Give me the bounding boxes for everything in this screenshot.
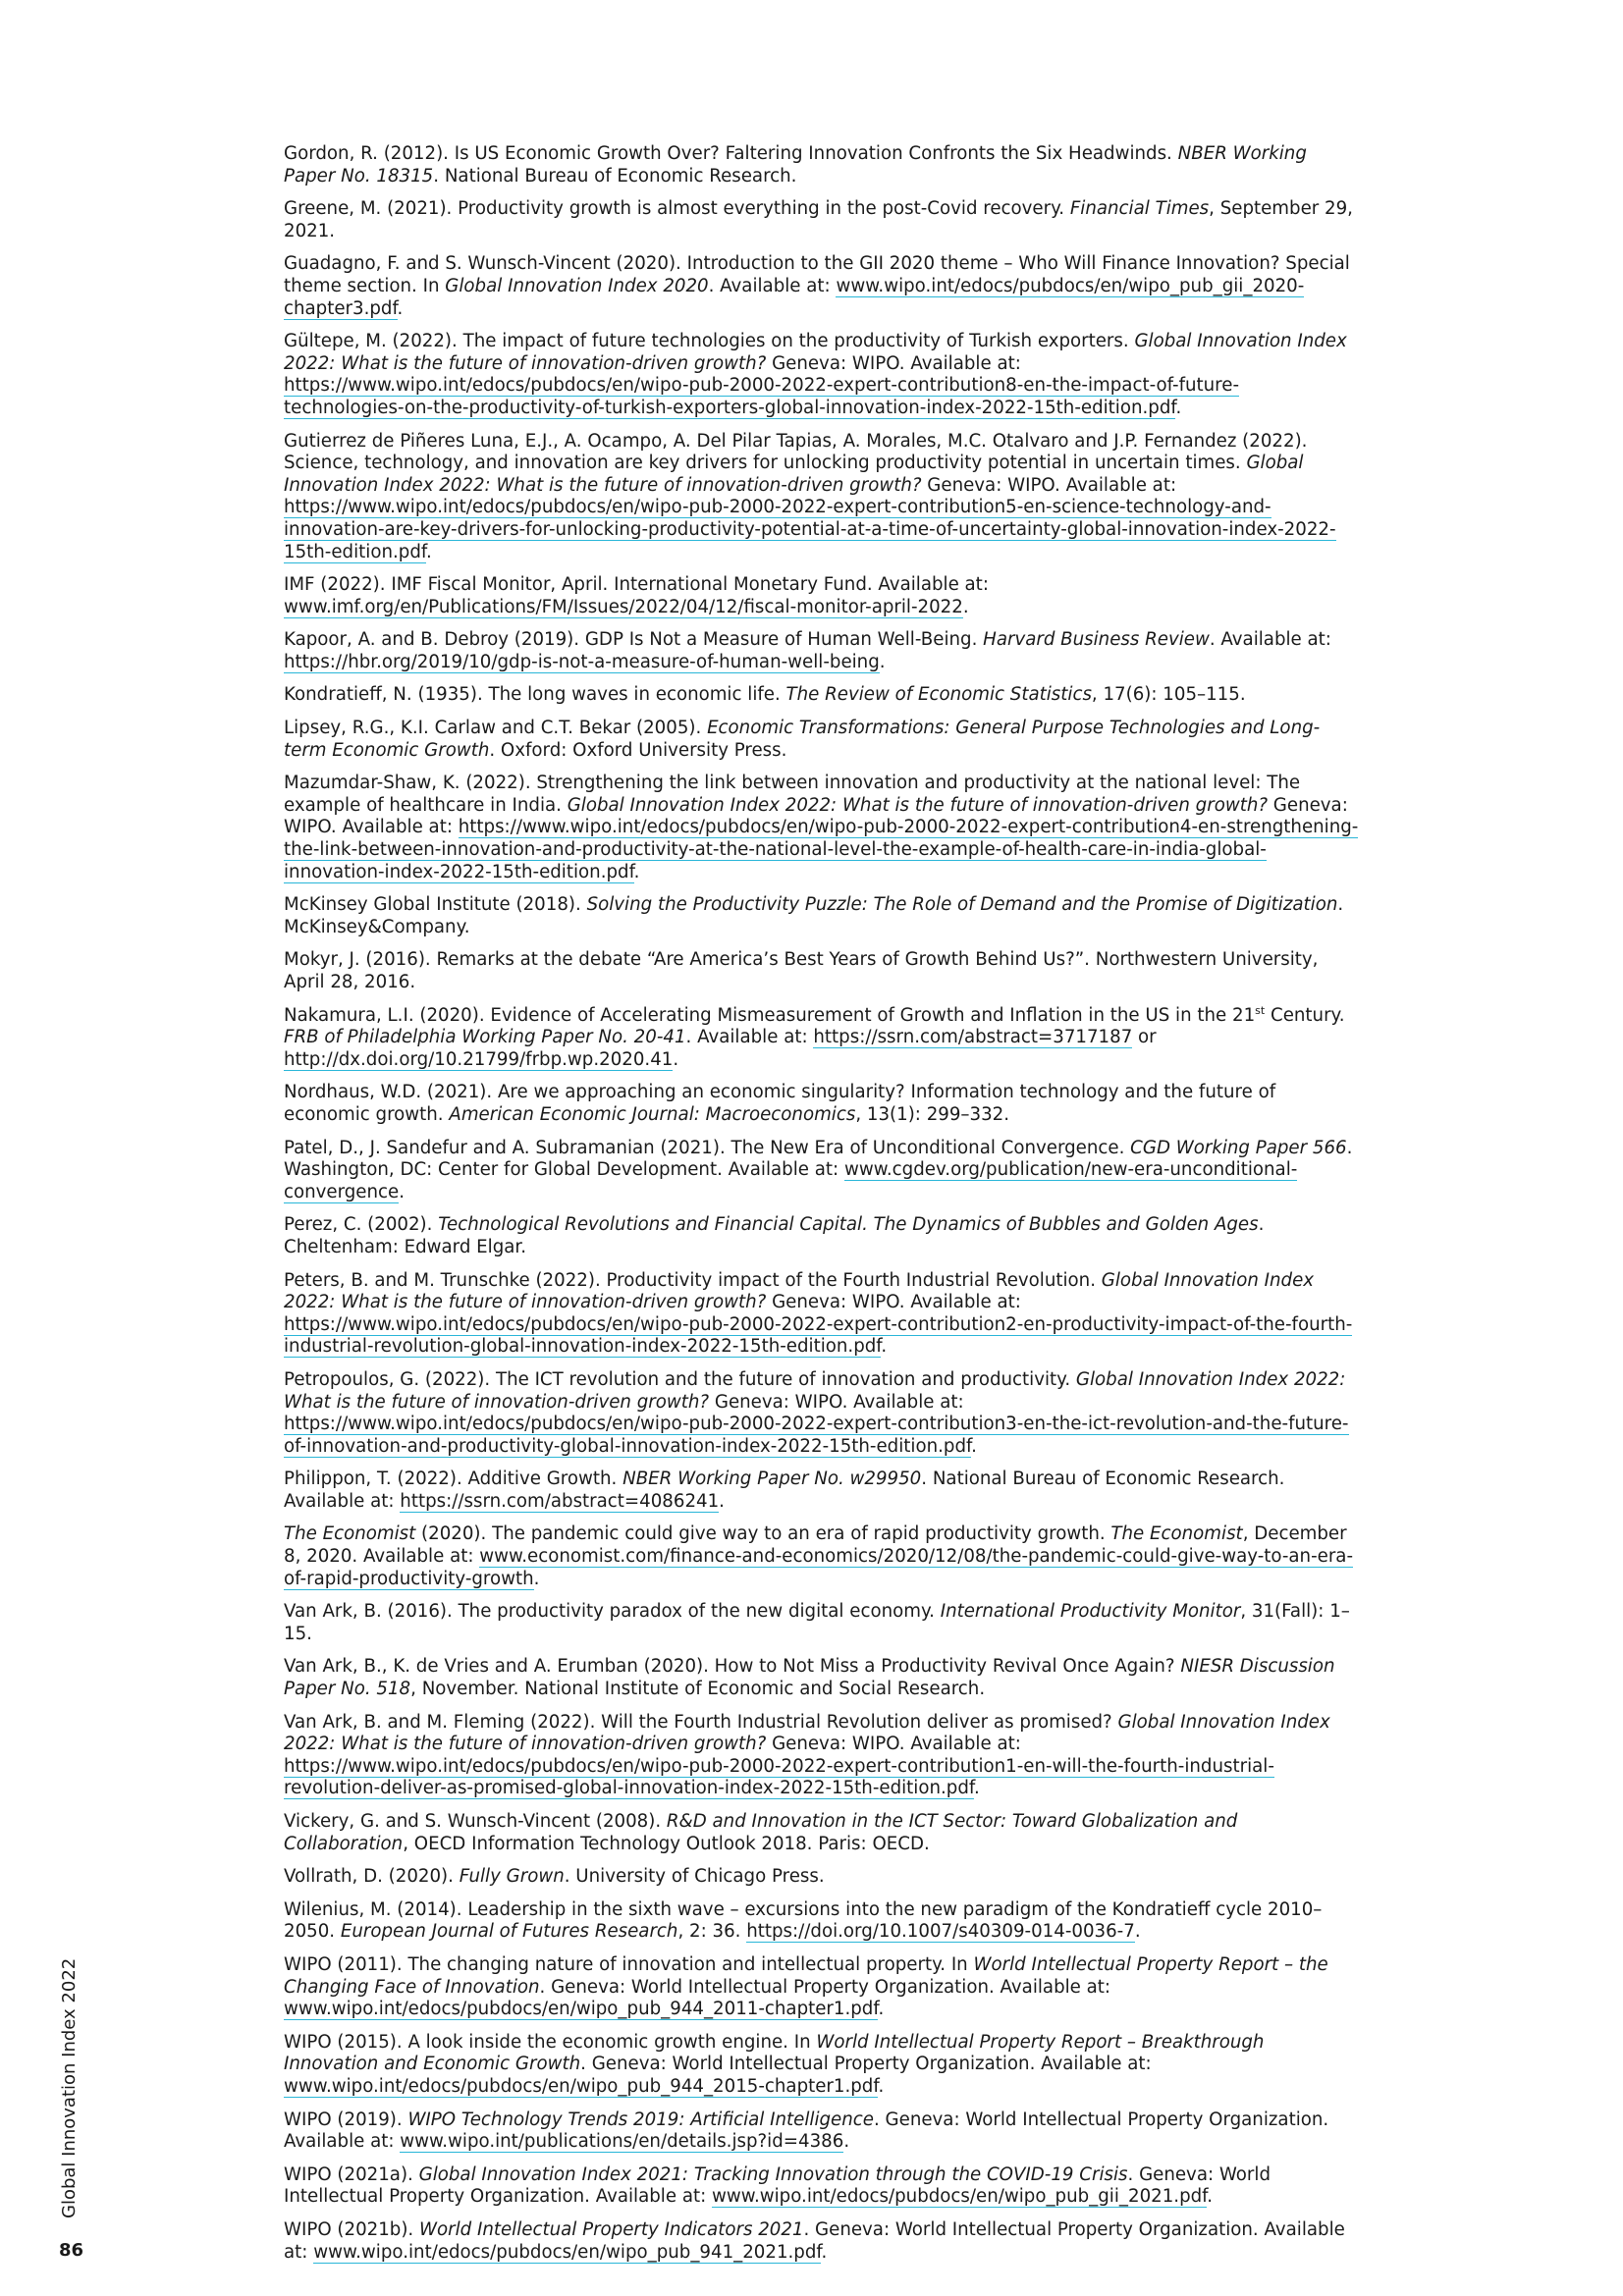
reference-superscript: st [1255,1003,1266,1017]
reference-text: . Available at: [1209,629,1331,651]
reference-text: . [425,541,432,562]
reference-text: Geneva: WIPO. Available at: [766,352,1021,374]
reference-entry [284,1866,1359,1889]
reference-text: . Cheltenham: Edward Elgar. [284,1214,1265,1257]
reference-text: Nordhaus, W.D. (2021). Are we approaching an economic singularity? Information technology and the future of economic growth. [284,1082,1276,1125]
reference-text: Greene, M. (2021). Productivity growth is almost everything in the post-Covid recovery. [284,198,1070,220]
reference-text: . [962,596,969,617]
reference-link[interactable]: https://ssrn.com/abstract=3717187 [813,1027,1133,1048]
reference-text: . McKinsey&Company. [284,894,1344,937]
reference-text: . [881,1336,888,1358]
reference-text: Nakamura, L.I. (2020). Evidence of Accelerating Mismeasurement of Growth and Inflation in the US in the 21 [284,1004,1256,1026]
reference-text: . [1134,1921,1141,1943]
reference-entry [284,684,1359,707]
reference-text: . [533,1568,540,1589]
reference-text: . Geneva: World Intellectual Property Organization. Available at: [284,2109,1329,2153]
reference-italic: Technological Revolutions and Financial Capital. The Dynamics of Bubbles and Golden Ages [438,1214,1259,1236]
reference-text: . Available at: [708,275,837,296]
reference-text: , 13(1): 299–332. [855,1103,1010,1125]
reference-italic: Global Innovation Index 2022: What is the future of innovation-driven growth? [284,1368,1346,1413]
reference-text: Philippon, T. (2022). Additive Growth. [284,1468,623,1490]
reference-list [284,143,1359,2274]
reference-entry [284,2109,1359,2154]
reference-italic: American Economic Journal: Macroeconomics [449,1103,856,1125]
reference-link[interactable]: www.wipo.int/edocs/pubdocs/en/wipo_pub_941_2021.pdf [313,2241,822,2263]
reference-text: Geneva: WIPO. Available at: [284,794,1348,838]
reference-italic: World Intellectual Property Indicators 2021 [419,2218,804,2240]
reference-italic: CGD Working Paper 566 [1130,1137,1347,1158]
reference-entry [284,1601,1359,1645]
reference-entry [284,143,1359,187]
reference-text: Wilenius, M. (2014). Leadership in the sixth wave – excursions into the new paradigm of the Kondratieff cycle 2010–2050. [284,1898,1323,1943]
reference-text: . Oxford: Oxford University Press. [489,739,787,761]
reference-italic: The Economist [284,1523,416,1545]
reference-text: , 2: 36. [677,1921,747,1943]
reference-italic: NIESR Discussion Paper No. 518 [284,1656,1335,1700]
reference-link[interactable]: https://www.wipo.int/edocs/pubdocs/en/wipo-pub-2000-2022-expert-contribution3-en-the-ict-revolution-and-the-future-of-innovation-and-productivity-global-innovation-index-2022-15th-edition.pdf [284,1414,1349,1457]
reference-entry [284,773,1359,883]
reference-link[interactable]: https://hbr.org/2019/10/gdp-is-not-a-measure-of-human-well-being [284,651,880,672]
reference-text: WIPO (2019). [284,2109,408,2130]
reference-text: , December 8, 2020. Available at: [284,1523,1347,1568]
reference-entry [284,198,1359,242]
reference-entry [284,1005,1359,1072]
reference-text: . [971,1435,977,1457]
reference-link[interactable]: https://www.wipo.int/edocs/pubdocs/en/wipo-pub-2000-2022-expert-contribution2-en-productivity-impact-of-the-fourth-industrial-revolution-global-innovation-index-2022-15th-edition.pdf [284,1313,1353,1358]
reference-link[interactable]: https://doi.org/10.1007/s40309-014-0036-7 [746,1921,1135,1943]
reference-text: Gordon, R. (2012). Is US Economic Growth Over? Faltering Innovation Confronts the Six Headwinds. [284,143,1178,164]
reference-text: . National Bureau of Economic Research. Available at: [284,1468,1285,1512]
page-number: 86 [59,2240,84,2261]
reference-italic: World Intellectual Property Report – Breakthrough Innovation and Economic Growth [284,2031,1265,2075]
reference-link[interactable]: www.imf.org/en/Publications/FM/Issues/2022/04/12/fiscal-monitor-april-2022 [284,596,963,617]
reference-text: . Geneva: World Intellectual Property Organization. Available at: [580,2054,1152,2075]
reference-text: Mazumdar-Shaw, K. (2022). Strengthening the link between innovation and productivity at the national level: The example of healthcare in India. [284,773,1301,816]
reference-italic: The Economist [1110,1523,1243,1545]
reference-italic: Global Innovation Index 2022: What is the future of innovation-driven growth? [567,794,1269,816]
reference-text: . [1207,2186,1214,2208]
reference-text: , September 29, 2021. [284,198,1353,241]
reference-text: Geneva: WIPO. Available at: [921,474,1177,496]
reference-text: Perez, C. (2002). [284,1214,439,1236]
reference-entry [284,1523,1359,1590]
reference-text: . [878,2075,885,2097]
reference-text: Van Ark, B. and M. Fleming (2022). Will the Fourth Industrial Revolution deliver as promised? [284,1711,1118,1733]
reference-italic: Global Innovation Index 2022: What is the future of innovation-driven growth? [284,453,1304,496]
reference-entry [284,1468,1359,1513]
reference-entry [284,1899,1359,1944]
reference-text: . National Bureau of Economic Research. [433,165,797,187]
reference-italic: International Productivity Monitor [940,1601,1241,1623]
reference-entry [284,2032,1359,2099]
reference-text: . [879,651,886,672]
reference-italic: WIPO Technology Trends 2019: Artificial Intelligence [407,2109,874,2130]
reference-link[interactable]: www.wipo.int/edocs/pubdocs/en/wipo_pub_gii_2021.pdf [712,2186,1208,2208]
reference-italic: Global Innovation Index 2022: What is the future of innovation-driven growth? [284,331,1347,374]
reference-link[interactable]: www.wipo.int/edocs/pubdocs/en/wipo_pub_gii_2020-chapter3.pdf [284,275,1305,319]
reference-text: IMF (2022). IMF Fiscal Monitor, April. International Monetary Fund. Available at: [284,574,989,596]
reference-italic: The Review of Economic Statistics [785,684,1092,706]
reference-text: Petropoulos, G. (2022). The ICT revolution and the future of innovation and productivity. [284,1368,1076,1390]
reference-text: . [878,1999,885,2020]
reference-text: . [973,1778,980,1799]
reference-entry [284,1214,1359,1258]
reference-entry [284,574,1359,618]
reference-text: Lipsey, R.G., K.I. Carlaw and C.T. Bekar (2005). [284,718,708,739]
reference-italic: Financial Times [1069,198,1210,220]
reference-text: . [719,1490,725,1512]
reference-text: Geneva: WIPO. Available at: [766,1292,1021,1313]
reference-text: . University of Chicago Press. [564,1866,825,1888]
reference-italic: Fully Grown [459,1866,565,1888]
reference-italic: NBER Working Paper No. w29950 [622,1468,922,1490]
reference-text: , 17(6): 105–115. [1091,684,1246,706]
reference-italic: Global Innovation Index 2022: What is the future of innovation-driven growth? [284,1269,1315,1313]
reference-link[interactable]: https://www.wipo.int/edocs/pubdocs/en/wipo-pub-2000-2022-expert-contribution8-en-the-impact-of-future-technologies-on-the-productivity-of-turkish-exporters-global-innovation-index-2022-15th-edition.pdf [284,375,1240,418]
reference-entry [284,431,1359,564]
reference-text: . Washington, DC: Center for Global Development. Available at: [284,1137,1353,1181]
reference-italic: Global Innovation Index 2020 [445,275,709,296]
running-title: Global Innovation Index 2022 [59,1957,80,2218]
reference-entry [284,1138,1359,1204]
reference-text: Geneva: WIPO. Available at: [709,1391,964,1413]
reference-text: Van Ark, B., K. de Vries and A. Erumban (2020). How to Not Miss a Productivity Revival Once Again? [284,1656,1181,1678]
reference-text: Gutierrez de Piñeres Luna, E.J., A. Ocampo, A. Del Pilar Tapias, A. Morales, M.C. Otalvaro and J.P. Fernandez (2022). Science, technology, and innovation are key drivers for unlocking productivity potential in uncertain times. [284,430,1308,474]
reference-entry [284,1082,1359,1126]
reference-text: . Geneva: World Intellectual Property Organization. Available at: [539,1976,1111,1998]
reference-entry [284,894,1359,938]
reference-text: , 31(Fall): 1–15. [284,1601,1350,1644]
reference-text: , OECD Information Technology Outlook 2018. Paris: OECD. [403,1833,930,1854]
reference-text: Peters, B. and M. Trunschke (2022). Productivity impact of the Fourth Industrial Revolution. [284,1269,1102,1291]
reference-entry [284,1369,1359,1458]
reference-entry [284,1954,1359,2021]
reference-italic: Solving the Productivity Puzzle: The Role of Demand and the Promise of Digitization [586,894,1338,916]
reference-text: . Geneva: World Intellectual Property Organization. Available at: [284,2218,1345,2263]
reference-entry [284,718,1359,762]
reference-text: WIPO (2015). A look inside the economic growth engine. In [284,2031,817,2053]
reference-text: Vollrath, D. (2020). [284,1866,460,1888]
reference-link[interactable]: www.economist.com/finance-and-economics/2020/12/08/the-pandemic-could-give-way-to-an-era-of-rapid-productivity-growth [284,1546,1354,1589]
reference-link[interactable]: https://www.wipo.int/edocs/pubdocs/en/wipo-pub-2000-2022-expert-contribution5-en-science-technology-and-innovation-are-key-drivers-for-unlocking-productivity-potential-at-a-time-of-uncertainty-global-innovation-index-2022-15th-edition.pdf [284,497,1336,562]
reference-entry [284,2219,1359,2264]
reference-text: . Available at: [685,1027,814,1048]
reference-text: . [821,2241,828,2263]
reference-text: . [399,1181,406,1202]
reference-link[interactable]: https://www.wipo.int/edocs/pubdocs/en/wipo-pub-2000-2022-expert-contribution4-en-strengthening-the-link-between-innovation-and-productivity-at-the-national-level-the-example-of-health-care-in-india-global-innovation-index-2022-15th-edition.pdf [284,817,1359,882]
reference-italic: FRB of Philadelphia Working Paper No. 20-41 [284,1027,686,1048]
reference-entry [284,253,1359,320]
reference-link[interactable]: https://ssrn.com/abstract=4086241 [400,1490,720,1512]
reference-italic: European Journal of Futures Research [340,1921,678,1943]
reference-text: . [397,297,404,319]
reference-italic: World Intellectual Property Report – the Changing Face of Innovation [284,1953,1328,1998]
reference-text: or [1132,1027,1157,1048]
reference-text: McKinsey Global Institute (2018). [284,894,587,916]
reference-text: Kapoor, A. and B. Debroy (2019). GDP Is Not a Measure of Human Well-Being. [284,629,984,651]
reference-italic: R&D and Innovation in the ICT Sector: Toward Globalization and Collaboration [284,1811,1238,1854]
reference-text: . [843,2131,850,2153]
reference-entry [284,629,1359,673]
reference-italic: Economic Transformations: General Purpose Technologies and Long-term Economic Growth [284,718,1321,761]
reference-text: WIPO (2021a). [284,2163,419,2185]
reference-text: Century. [1265,1004,1345,1026]
reference-text: Vickery, G. and S. Wunsch-Vincent (2008). [284,1811,667,1832]
reference-text: Patel, D., J. Sandefur and A. Subramanian (2021). The New Era of Unconditional Convergence. [284,1137,1131,1158]
reference-entry [284,1270,1359,1359]
reference-text: Geneva: WIPO. Available at: [766,1734,1021,1755]
reference-entry [284,331,1359,419]
reference-text: . [1175,397,1182,418]
reference-link[interactable]: www.wipo.int/publications/en/details.jsp?id=4386 [400,2131,844,2153]
reference-entry [284,949,1359,993]
reference-text: (2020). The pandemic could give way to an era of rapid productivity growth. [415,1523,1111,1545]
reference-text: Guadagno, F. and S. Wunsch-Vincent (2020). Introduction to the GII 2020 theme – Who Will Finance Innovation? Special theme section. In [284,253,1350,296]
reference-link[interactable]: www.cgdev.org/publication/new-era-unconditional-convergence [284,1159,1298,1202]
reference-entry [284,1656,1359,1700]
reference-entry [284,1811,1359,1855]
reference-italic: NBER Working Paper No. 18315 [284,143,1307,187]
reference-italic: Harvard Business Review [983,629,1210,651]
reference-entry [284,1712,1359,1800]
reference-link[interactable]: www.wipo.int/edocs/pubdocs/en/wipo_pub_944_2015-chapter1.pdf [284,2075,879,2097]
reference-entry [284,2164,1359,2209]
reference-text: Gültepe, M. (2022). The impact of future technologies on the productivity of Turkish exporters. [284,331,1135,352]
reference-text: WIPO (2021b). [284,2218,419,2240]
reference-text: . [633,861,640,882]
reference-text: . Geneva: World Intellectual Property Organization. Available at: [284,2163,1271,2208]
reference-text: , November. National Institute of Economic and Social Research. [410,1679,986,1700]
reference-italic: Global Innovation Index 2022: What is the future of innovation-driven growth? [284,1711,1330,1755]
reference-link[interactable]: www.wipo.int/edocs/pubdocs/en/wipo_pub_944_2011-chapter1.pdf [284,1999,879,2020]
reference-text: WIPO (2011). The changing nature of innovation and intellectual property. In [284,1953,974,1975]
reference-link[interactable]: http://dx.doi.org/10.21799/frbp.wp.2020.41 [284,1048,674,1070]
reference-text: Mokyr, J. (2016). Remarks at the debate “Are America’s Best Years of Growth Behind Us?”. Northwestern University, April 28, 2016. [284,949,1319,992]
reference-text: Kondratieff, N. (1935). The long waves in economic life. [284,684,786,706]
reference-text: Van Ark, B. (2016). The productivity paradox of the new digital economy. [284,1601,941,1623]
reference-link[interactable]: https://www.wipo.int/edocs/pubdocs/en/wipo-pub-2000-2022-expert-contribution1-en-will-the-fourth-industrial-revolution-deliver-as-promised-global-innovation-index-2022-15th-edition.pdf [284,1755,1274,1799]
reference-text: . [673,1048,679,1070]
reference-italic: Global Innovation Index 2021: Tracking Innovation through the COVID-19 Crisis [418,2163,1128,2185]
